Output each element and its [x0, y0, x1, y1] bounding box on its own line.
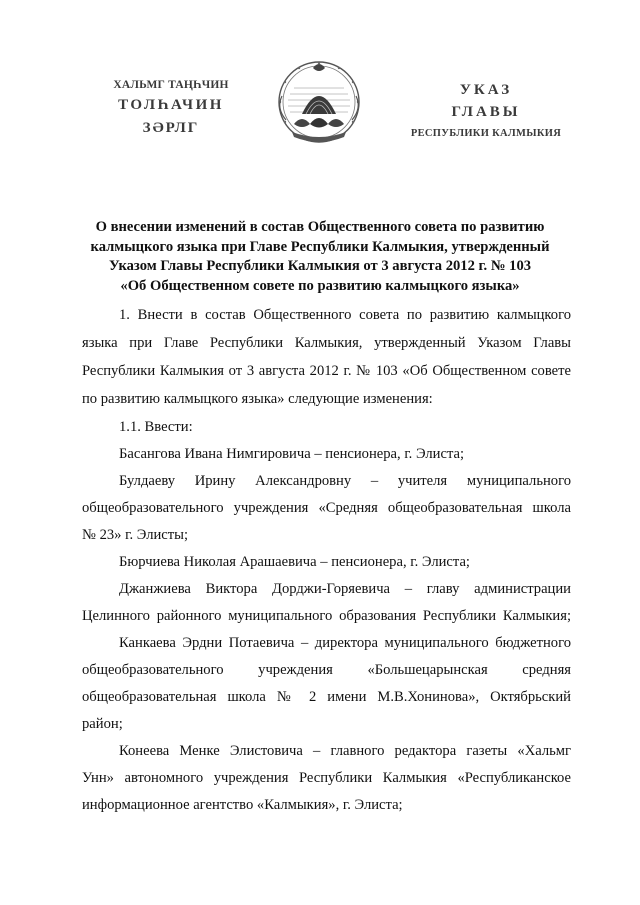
body-line: Конеева Менке Элистовича – главного редактора газеты «Хальмг [119, 743, 571, 759]
document-title [70, 218, 570, 296]
body-line: Джанжиева Виктора Дорджи-Горяевича – главу администрации [119, 581, 571, 597]
body-line: Басангова Ивана Нимгировича – пенсионера, г. Элиста; [119, 446, 465, 462]
body-line: Бюрчиева Николая Арашаевича – пенсионера, г. Элиста; [119, 554, 470, 570]
body-line: по развитию калмыцкого языка» следующие изменения: [82, 391, 433, 407]
body-line: языка при Главе Республики Калмыкия, утвержденный Указом Главы [82, 335, 571, 351]
body-line: общеобразовательного учреждения «Большецарынская средняя [82, 662, 571, 678]
kalmykia-coat-of-arms-icon [272, 58, 366, 148]
body-line: Унн» автономного учреждения Республики Калмыкия «Республиканское [82, 770, 571, 786]
body-line: Республики Калмыкия от 3 августа 2012 г. № 103 «Об Общественном совете [82, 363, 571, 379]
title-line: «Об Общественном совете по развитию калмыцкого языка» [120, 277, 520, 294]
header-left-line1: ХАЛЬМГ ТАҢҺЧИН [113, 79, 229, 91]
header-right-line3: РЕСПУБЛИКИ КАЛМЫКИЯ [410, 128, 562, 139]
title-line: калмыцкого языка при Главе Республики Калмыкия, утвержденный [90, 238, 550, 255]
body-line: район; [82, 716, 123, 732]
header-right-line1: УКАЗ [459, 82, 513, 98]
body-line: Булдаеву Ирину Александровну – учителя муниципального [119, 473, 571, 489]
header-right-russian [406, 83, 566, 140]
body-line: Канкаева Эрдни Потаевича – директора муниципального бюджетного [119, 635, 571, 651]
body-line: общеобразовательная школа № 2 имени М.В.Хонинова», Октябрьский [82, 689, 571, 705]
header-left-kalmyk [96, 80, 246, 136]
body-line: 1. Внести в состав Общественного совета по развитию калмыцкого [119, 307, 571, 323]
body-line: Целинного районного муниципального образования Республики Калмыкия; [82, 608, 571, 624]
header-right-line2: ГЛАВЫ [451, 104, 521, 120]
body-line: № 23» г. Элисты; [82, 527, 188, 543]
header-left-line3: ЗӘРЛГ [142, 119, 200, 136]
header-left-line2: ТОЛҺАЧИН [118, 96, 224, 113]
body-line: информационное агентство «Калмыкия», г. Элиста; [82, 797, 403, 813]
title-line: Указом Главы Республики Калмыкия от 3 августа 2012 г. № 103 [108, 258, 532, 274]
body-line: 1.1. Ввести: [119, 419, 193, 435]
body-line: общеобразовательного учреждения «Средняя общеобразовательная школа [82, 500, 571, 516]
title-line: О внесении изменений в состав Общественного совета по развитию [95, 219, 545, 235]
